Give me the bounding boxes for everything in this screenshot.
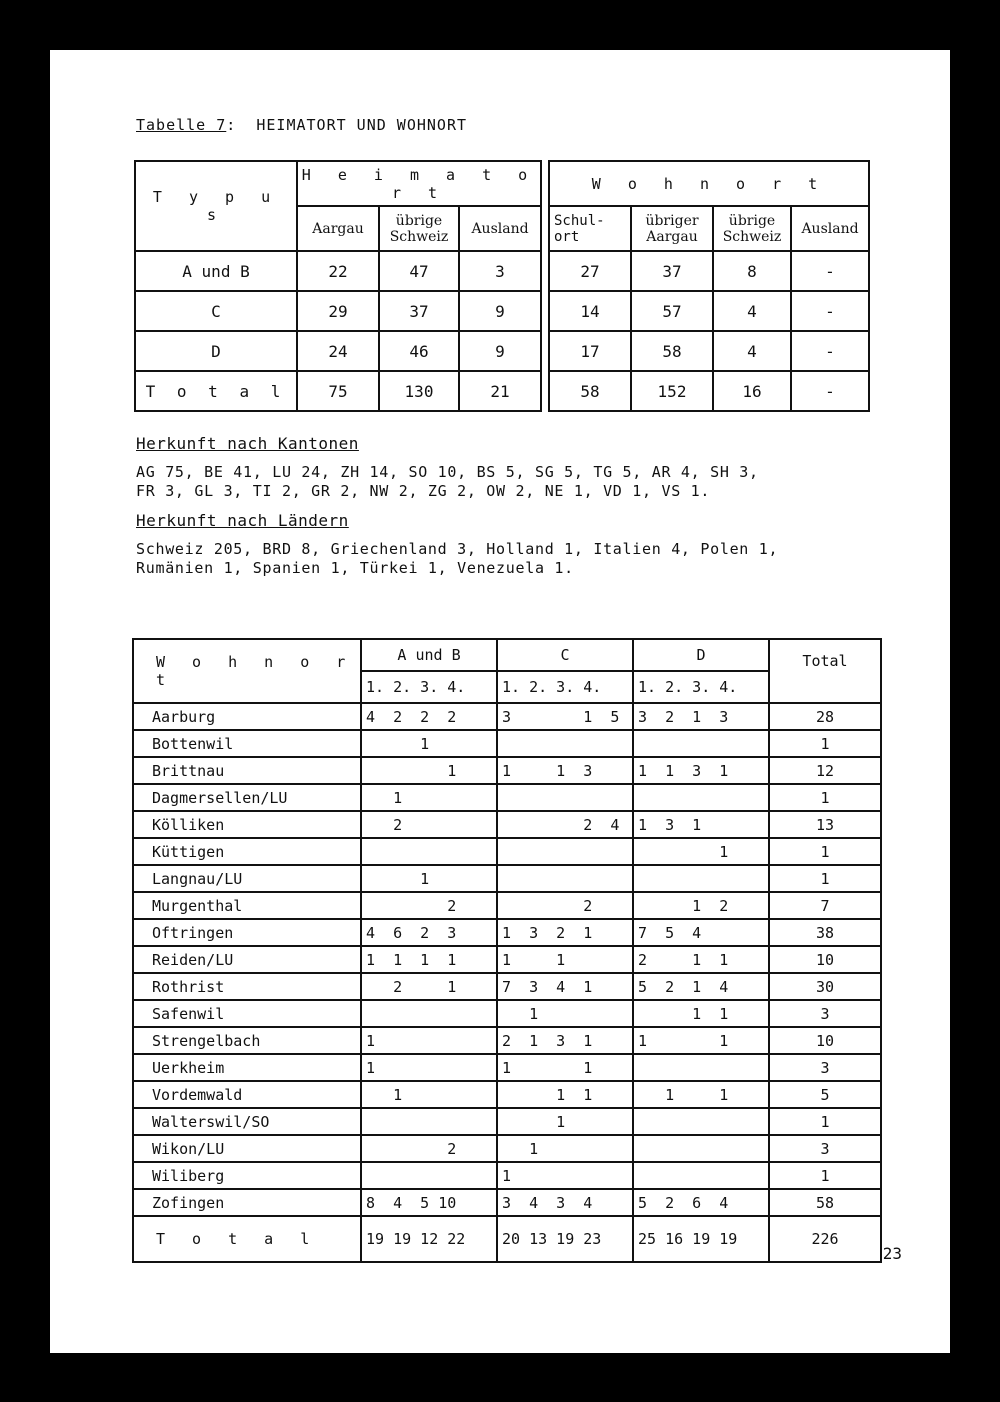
row-name: Murgenthal [133, 892, 361, 919]
value-cell: 58 [631, 331, 713, 371]
cell-d [633, 730, 769, 757]
cell-c: 1 [497, 1135, 633, 1162]
value-cell: 22 [297, 251, 379, 291]
heimatort-header: H e i m a t o r t [297, 161, 541, 206]
table-row [133, 730, 881, 757]
cell-total: 1 [769, 1162, 881, 1189]
total-label: T o t a l [133, 1216, 361, 1262]
col-aargau: Aargau [297, 206, 379, 251]
cell-d: 5 2 6 4 [633, 1189, 769, 1216]
total-d: 25 16 19 19 [633, 1216, 769, 1262]
value-cell: 8 [713, 251, 791, 291]
col-ausland: Ausland [459, 206, 541, 251]
col-uebriger-aargau: übriger Aargau [631, 206, 713, 251]
cell-d [633, 1108, 769, 1135]
cell-ab: 1 [361, 1081, 497, 1108]
row-name: Aarburg [133, 703, 361, 730]
cell-total: 38 [769, 919, 881, 946]
table-total-row [133, 1216, 881, 1262]
sub-header-d: 1. 2. 3. 4. [633, 671, 769, 703]
laender-line-1: Schweiz 205, BRD 8, Griechenland 3, Holland 1, Italien 4, Polen 1, [136, 540, 779, 558]
cell-total: 1 [769, 865, 881, 892]
cell-total: 28 [769, 703, 881, 730]
row-name: Uerkheim [133, 1054, 361, 1081]
page-number: 23 [882, 1244, 902, 1263]
cell-c: 1 3 2 1 [497, 919, 633, 946]
total-header: Total [769, 639, 881, 703]
cell-d: 1 [633, 838, 769, 865]
value-cell: 57 [631, 291, 713, 331]
cell-c [497, 784, 633, 811]
cell-d [633, 865, 769, 892]
cell-c: 2 4 [497, 811, 633, 838]
row-name: Rothrist [133, 973, 361, 1000]
table-row [133, 946, 881, 973]
cell-total: 58 [769, 1189, 881, 1216]
table-row [133, 1081, 881, 1108]
row-name: Safenwil [133, 1000, 361, 1027]
group-d-header: D [633, 639, 769, 671]
row-name: Bottenwil [133, 730, 361, 757]
value-cell: 29 [297, 291, 379, 331]
table-row [133, 1027, 881, 1054]
wohnort-header: W o h n o r t [549, 161, 869, 206]
row-name: Kölliken [133, 811, 361, 838]
wohnort-table [132, 638, 882, 1263]
cell-ab: 1 [361, 1054, 497, 1081]
cell-total: 1 [769, 838, 881, 865]
cell-d: 3 2 1 3 [633, 703, 769, 730]
cell-total: 12 [769, 757, 881, 784]
cell-d: 5 2 1 4 [633, 973, 769, 1000]
table-row [133, 1108, 881, 1135]
kantone-line-1: AG 75, BE 41, LU 24, ZH 14, SO 10, BS 5, SG 5, TG 5, AR 4, SH 3, [136, 463, 759, 481]
caption-colon: : [226, 116, 237, 134]
col-ausland-w: Ausland [791, 206, 869, 251]
cell-total: 30 [769, 973, 881, 1000]
row-name: Brittnau [133, 757, 361, 784]
table-row [133, 703, 881, 730]
table-row [133, 1000, 881, 1027]
cell-total: 1 [769, 1108, 881, 1135]
cell-d: 1 3 1 [633, 811, 769, 838]
cell-d: 1 1 [633, 1000, 769, 1027]
kantone-line-2: FR 3, GL 3, TI 2, GR 2, NW 2, ZG 2, OW 2, NE 1, VD 1, VS 1. [136, 482, 711, 500]
value-cell: 9 [459, 331, 541, 371]
row-name: Wikon/LU [133, 1135, 361, 1162]
group-ab-header: A und B [361, 639, 497, 671]
cell-total: 1 [769, 730, 881, 757]
cell-ab: 8 4 5 10 [361, 1189, 497, 1216]
table-row [135, 291, 869, 331]
cell-c: 7 3 4 1 [497, 973, 633, 1000]
cell-ab: 4 6 2 3 [361, 919, 497, 946]
value-cell: 46 [379, 331, 459, 371]
col-schulort: Schul- ort [549, 206, 631, 251]
value-cell: 152 [631, 371, 713, 411]
total-c: 20 13 19 23 [497, 1216, 633, 1262]
wohnort-table-body [133, 703, 881, 1216]
typus-cell: C [135, 291, 297, 331]
heimatort-wohnort-table [134, 160, 870, 412]
cell-c: 1 [497, 1108, 633, 1135]
cell-ab: 2 [361, 892, 497, 919]
table-row [133, 1162, 881, 1189]
table-row [133, 892, 881, 919]
kantone-heading: Herkunft nach Kantonen [136, 434, 359, 453]
value-cell: 16 [713, 371, 791, 411]
cell-d: 7 5 4 [633, 919, 769, 946]
table-row [133, 1135, 881, 1162]
row-name: Küttigen [133, 838, 361, 865]
value-cell: - [791, 331, 869, 371]
value-cell: - [791, 291, 869, 331]
cell-c [497, 838, 633, 865]
cell-total: 1 [769, 784, 881, 811]
value-cell: 21 [459, 371, 541, 411]
cell-c: 3 4 3 4 [497, 1189, 633, 1216]
laender-line-2: Rumänien 1, Spanien 1, Türkei 1, Venezuela 1. [136, 559, 574, 577]
cell-total: 7 [769, 892, 881, 919]
total-sum: 226 [769, 1216, 881, 1262]
row-name: Vordemwald [133, 1081, 361, 1108]
cell-ab [361, 838, 497, 865]
laender-heading: Herkunft nach Ländern [136, 511, 349, 530]
cell-c: 1 1 [497, 1081, 633, 1108]
value-cell: 3 [459, 251, 541, 291]
table-row [133, 1189, 881, 1216]
total-ab: 19 19 12 22 [361, 1216, 497, 1262]
value-cell: 27 [549, 251, 631, 291]
typus-cell: A und B [135, 251, 297, 291]
cell-d: 1 1 3 1 [633, 757, 769, 784]
cell-d: 1 1 [633, 1027, 769, 1054]
typus-cell: D [135, 331, 297, 371]
value-cell: 17 [549, 331, 631, 371]
table-caption [136, 116, 467, 134]
cell-total: 10 [769, 946, 881, 973]
row-name: Dagmersellen/LU [133, 784, 361, 811]
cell-d: 1 1 [633, 1081, 769, 1108]
value-cell: - [791, 251, 869, 291]
cell-ab: 1 1 1 1 [361, 946, 497, 973]
col-uebrige-schweiz-w: übrige Schweiz [713, 206, 791, 251]
value-cell: 47 [379, 251, 459, 291]
cell-total: 3 [769, 1054, 881, 1081]
cell-c: 1 [497, 1000, 633, 1027]
row-name: Langnau/LU [133, 865, 361, 892]
cell-ab: 1 [361, 784, 497, 811]
cell-ab [361, 1108, 497, 1135]
cell-ab: 1 [361, 865, 497, 892]
value-cell: 4 [713, 331, 791, 371]
row-name: Strengelbach [133, 1027, 361, 1054]
value-cell: 130 [379, 371, 459, 411]
wohnort-header: W o h n o r t [133, 639, 361, 703]
cell-total: 13 [769, 811, 881, 838]
table-row [133, 919, 881, 946]
cell-ab [361, 1162, 497, 1189]
value-cell: 58 [549, 371, 631, 411]
table-row [133, 838, 881, 865]
cell-c: 1 [497, 1162, 633, 1189]
value-cell: 14 [549, 291, 631, 331]
row-name: Oftringen [133, 919, 361, 946]
cell-ab [361, 1000, 497, 1027]
cell-d [633, 784, 769, 811]
value-cell: 4 [713, 291, 791, 331]
typus-cell: T o t a l [135, 371, 297, 411]
cell-ab: 2 [361, 811, 497, 838]
typus-header: T y p u s [135, 161, 297, 251]
table-row [133, 784, 881, 811]
value-cell: 24 [297, 331, 379, 371]
cell-ab: 1 [361, 757, 497, 784]
cell-total: 3 [769, 1135, 881, 1162]
cell-ab: 1 [361, 730, 497, 757]
cell-total: 5 [769, 1081, 881, 1108]
table-total-row [135, 371, 869, 411]
row-name: Walterswil/SO [133, 1108, 361, 1135]
document-page [50, 50, 950, 1353]
table-row [133, 865, 881, 892]
row-name: Wiliberg [133, 1162, 361, 1189]
cell-total: 3 [769, 1000, 881, 1027]
cell-ab: 2 [361, 1135, 497, 1162]
cell-total: 10 [769, 1027, 881, 1054]
table-row [133, 757, 881, 784]
cell-ab: 2 1 [361, 973, 497, 1000]
table-row [133, 1054, 881, 1081]
value-cell: 75 [297, 371, 379, 411]
cell-d [633, 1054, 769, 1081]
table-row [135, 251, 869, 291]
row-name: Zofingen [133, 1189, 361, 1216]
cell-c: 2 [497, 892, 633, 919]
value-cell: 37 [631, 251, 713, 291]
caption-title: HEIMATORT UND WOHNORT [256, 116, 468, 134]
cell-d [633, 1162, 769, 1189]
column-divider [541, 161, 549, 411]
table-row [135, 331, 869, 371]
group-c-header: C [497, 639, 633, 671]
table-row [133, 973, 881, 1000]
row-name: Reiden/LU [133, 946, 361, 973]
cell-c: 3 1 5 [497, 703, 633, 730]
cell-d: 1 2 [633, 892, 769, 919]
cell-c [497, 865, 633, 892]
sub-header-ab: 1. 2. 3. 4. [361, 671, 497, 703]
cell-d: 2 1 1 [633, 946, 769, 973]
caption-label: Tabelle 7 [136, 116, 227, 134]
cell-ab: 4 2 2 2 [361, 703, 497, 730]
cell-c [497, 730, 633, 757]
cell-ab: 1 [361, 1027, 497, 1054]
cell-c: 1 1 3 [497, 757, 633, 784]
sub-header-c: 1. 2. 3. 4. [497, 671, 633, 703]
value-cell: 9 [459, 291, 541, 331]
table-row [133, 811, 881, 838]
value-cell: - [791, 371, 869, 411]
cell-c: 2 1 3 1 [497, 1027, 633, 1054]
cell-d [633, 1135, 769, 1162]
cell-c: 1 1 [497, 946, 633, 973]
value-cell: 37 [379, 291, 459, 331]
col-uebrige-schweiz: übrige Schweiz [379, 206, 459, 251]
cell-c: 1 1 [497, 1054, 633, 1081]
